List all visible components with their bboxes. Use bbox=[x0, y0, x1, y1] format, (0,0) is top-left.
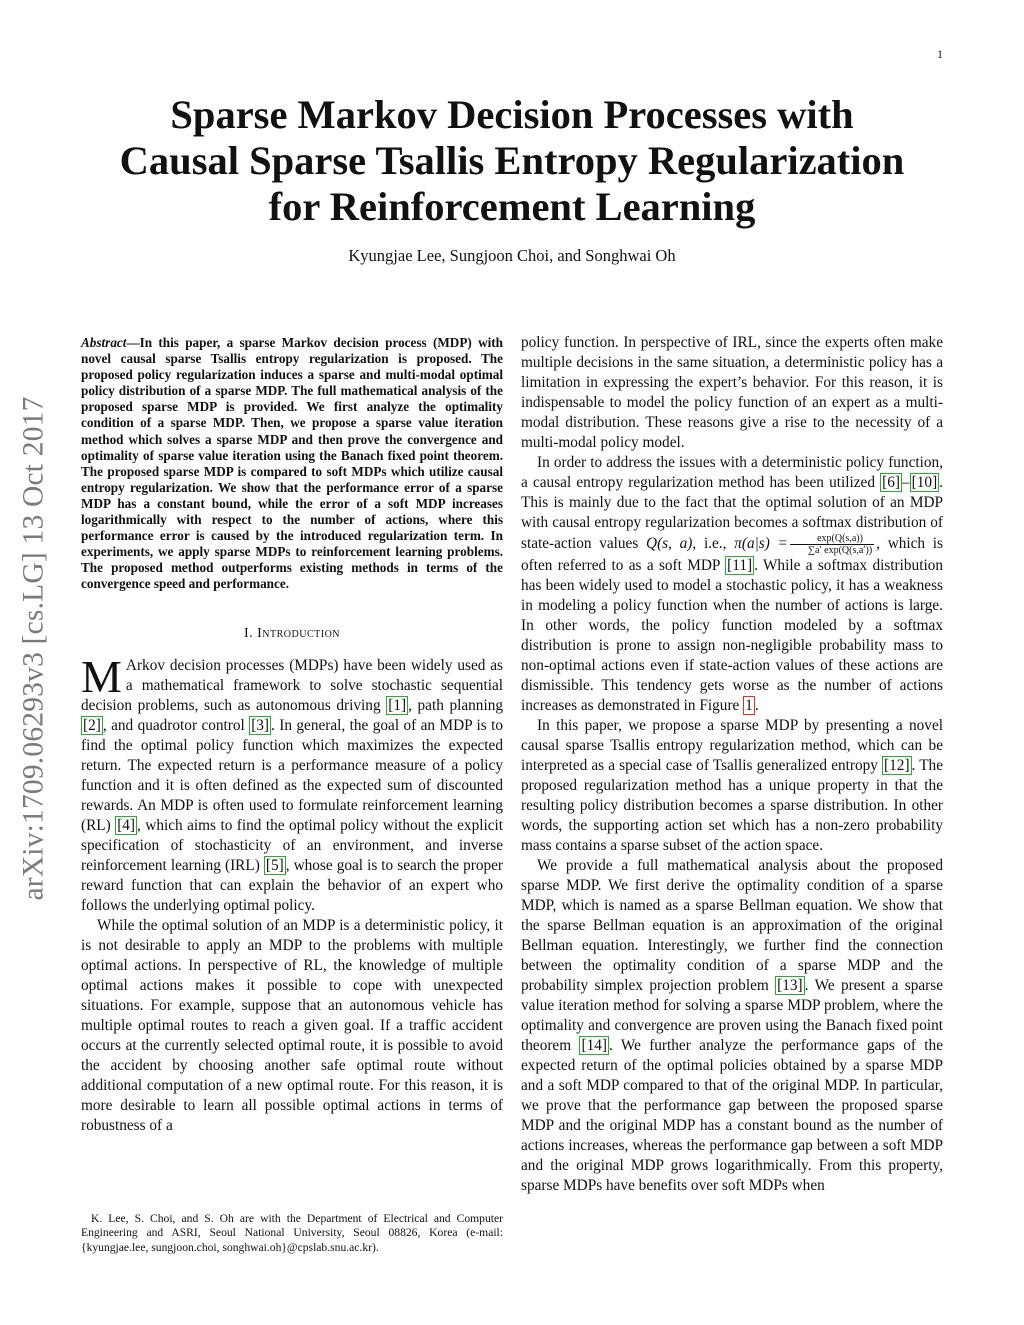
title-line-1: Sparse Markov Decision Processes with bbox=[170, 92, 854, 137]
citation-link-3[interactable]: [3] bbox=[251, 716, 270, 734]
citation-link-1[interactable]: [1] bbox=[388, 696, 407, 714]
page-number: 1 bbox=[937, 47, 943, 61]
abstract bbox=[81, 335, 503, 593]
figure-link-1[interactable]: 1 bbox=[745, 697, 753, 714]
paper-title bbox=[80, 92, 944, 230]
intro-paragraph-3: policy function. In perspective of IRL, since the experts often make multiple decisions in the same situation, a deterministic policy has a limitation in expressing the expert’s behavior. For this reason, it is indispensable to model the policy function of an expert as a multi-modal distribution. These reasons give a rise to the necessity of a multi-modal policy model. bbox=[521, 334, 943, 451]
author-affiliation-footnote bbox=[81, 1212, 503, 1255]
text-run: . This is mainly due to the fact that the optimal solution of an MDP with causal entropy regularization becomes a softmax distribution of state-action values bbox=[521, 474, 943, 553]
text-run: , whose goal is to search the proper reward function that can explain the behavior of an expert who follows the underlying optimal policy. bbox=[81, 856, 503, 914]
fraction-numerator: exp(Q(s,a)) bbox=[790, 533, 874, 545]
citation-link-5[interactable]: [5] bbox=[265, 856, 284, 874]
abstract-label: Abstract bbox=[81, 335, 127, 350]
intro-paragraph-4 bbox=[521, 453, 943, 716]
text-run: , which aims to find the optimal policy without the explicit specification of stochasticity of an environment, and inverse reinforcement learning (IRL) bbox=[81, 816, 504, 874]
citation-link-12[interactable]: [12] bbox=[884, 757, 910, 774]
citation-link-10[interactable]: [10] bbox=[911, 474, 938, 491]
arxiv-stamp-text: arXiv:1709.06293v3 [cs.LG] 13 Oct 2017 bbox=[17, 395, 50, 901]
text-run: In order to address the issues with a deterministic policy function, a causal entropy regularization method has been utilized bbox=[521, 454, 943, 491]
intro-paragraph-6 bbox=[521, 856, 943, 1196]
abstract-text: —In this paper, a sparse Markov decision process (MDP) with novel causal sparse Tsallis entropy regularization is proposed. The proposed policy regularization induces a sparse and multi-modal optimal policy distribution of a sparse MDP. The full mathematical analysis of the proposed sparse MDP is provided. We first analyze the optimality condition of a sparse MDP. Then, we propose a sparse value iteration method which solves a sparse MDP and then prove the convergence and optimality of sparse value iteration using the Banach fixed point theorem. The proposed sparse MDP is compared to soft MDPs which utilize causal entropy regularization. We show that the performance error of a sparse MDP has a constant bound, while the error of a soft MDP increases logarithmically with respect to the number of actions, where this performance error is caused by the introduced regularization term. In experiments, we apply sparse MDPs to reinforcement learning problems. The proposed method outperforms existing methods in terms of the convergence speed and performance. bbox=[81, 335, 503, 592]
text-run: We provide a full mathematical analysis about the proposed sparse MDP. We first derive the optimality condition of a sparse MDP, which is named as a sparse Bellman equation. We show that the sparse Bellman equation is an approximation of the original Bellman equation. Interestingly, we further find the connection between the optimality condition of a sparse MDP and the probability simplex projection problem bbox=[521, 857, 943, 994]
left-column bbox=[81, 335, 503, 1136]
arxiv-identifier-stamp bbox=[14, 353, 54, 943]
text-run: , which is often referred to as a soft MDP bbox=[521, 535, 943, 574]
text-run: . We present a sparse value iteration method for solving a sparse MDP problem, where the optimality and convergence are proven using the Banach fixed point theorem bbox=[521, 977, 943, 1054]
author-list: Kyungjae Lee, Sungjoon Choi, and Songhwai Oh bbox=[348, 246, 676, 265]
footnote-text: K. Lee, S. Choi, and S. Oh are with the Department of Electrical and Computer Engineering and ASRI, Seoul National University, Seoul 08826, Korea (e-mail: {kyungjae.lee, sungjoon.choi, songhwai.oh}@cpslab.snu.ac.kr). bbox=[81, 1212, 503, 1254]
title-line-3: for Reinforcement Learning bbox=[268, 184, 756, 229]
section-number: I. bbox=[243, 625, 254, 641]
text-run: . The proposed regularization method has a unique property in that the resulting policy distribution becomes a sparse distribution. In other words, the supporting action set which has a non-zero probability mass contains a sparse subset of the action space. bbox=[521, 757, 943, 854]
intro-paragraph-5 bbox=[521, 716, 943, 856]
text-run: . While a softmax distribution has been widely used to model a stochastic policy, it has a weakness in modeling a policy function when the number of actions is large. In other words, the policy function modeled by a softmax distribution is prone to assign non-negligible probability mass to non-optimal actions even if state-action values of these actions are dismissible. This tendency gets worse as the number of actions increases as demonstrated in Figure bbox=[521, 557, 943, 714]
drop-cap: M bbox=[81, 650, 122, 702]
text-run: In this paper, we propose a sparse MDP by presenting a novel causal sparse Tsallis entropy regularization method, which can be interpreted as a special case of Tsallis generalized entropy bbox=[521, 717, 943, 774]
text-run: . We further analyze the performance gaps of the expected return of the optimal policies obtained by a sparse MDP and a soft MDP compared to that of the original MDP. In particular, we prove that the performance gap between the proposed sparse MDP and the original MDP has a constant bound as the number of actions increases, whereas the performance gap between a soft MDP and the original MDP grows logarithmically. From this property, sparse MDPs have benefits over soft MDPs when bbox=[521, 1037, 943, 1194]
text-run: Arkov decision processes (MDPs) have been widely used as a mathematical framework to solve stochastic sequential decision problems, such as autonomous driving bbox=[81, 656, 503, 714]
intro-paragraph-2: While the optimal solution of an MDP is a deterministic policy, it is not desirable to apply an MDP to the problems with multiple optimal actions. In perspective of RL, the knowledge of multiple optimal actions makes it possible to cope with unexpected situations. For example, suppose that an autonomous vehicle has multiple optimal routes to reach a given goal. If a traffic accident occurs at the currently selected optimal route, it is possible to avoid the accident by choosing another safe optimal route without additional computation of a new optimal route. For this reason, it is more desirable to learn all possible optimal actions in terms of robustness of a bbox=[81, 916, 503, 1134]
math-pi-as: π(a|s) = bbox=[734, 535, 788, 553]
citation-link-13[interactable]: [13] bbox=[777, 977, 803, 994]
section-heading-introduction bbox=[81, 626, 503, 642]
citation-link-6[interactable]: [6] bbox=[882, 474, 901, 491]
citation-link-11[interactable]: [11] bbox=[727, 557, 753, 574]
fraction-denominator: ∑a′ exp(Q(s,a′)) bbox=[807, 545, 873, 556]
intro-paragraph-1 bbox=[81, 650, 504, 916]
title-line-2: Causal Sparse Tsallis Entropy Regularization bbox=[119, 138, 905, 183]
citation-link-14[interactable]: [14] bbox=[581, 1037, 607, 1054]
softmax-fraction bbox=[790, 533, 874, 556]
text-run: . In general, the goal of an MDP is to find the optimal policy function which maximizes the expected return. The expected return is a performance measure of a policy function and it is often defined as the expected sum of discounted rewards. An MDP is often used to formulate reinforcement learning (RL) bbox=[81, 716, 503, 834]
math-q-sa: Q(s, a) bbox=[646, 535, 693, 553]
text-run: , i.e., bbox=[692, 535, 735, 553]
citation-link-2[interactable]: [2] bbox=[83, 716, 101, 734]
section-title: Introduction bbox=[257, 625, 341, 641]
right-column bbox=[521, 333, 943, 1196]
text-run: , path planning bbox=[408, 696, 503, 714]
text-run: – bbox=[902, 474, 910, 491]
text-run: . bbox=[754, 697, 759, 714]
citation-link-4[interactable]: [4] bbox=[117, 816, 136, 834]
text-run: , and quadrotor control bbox=[102, 716, 250, 734]
